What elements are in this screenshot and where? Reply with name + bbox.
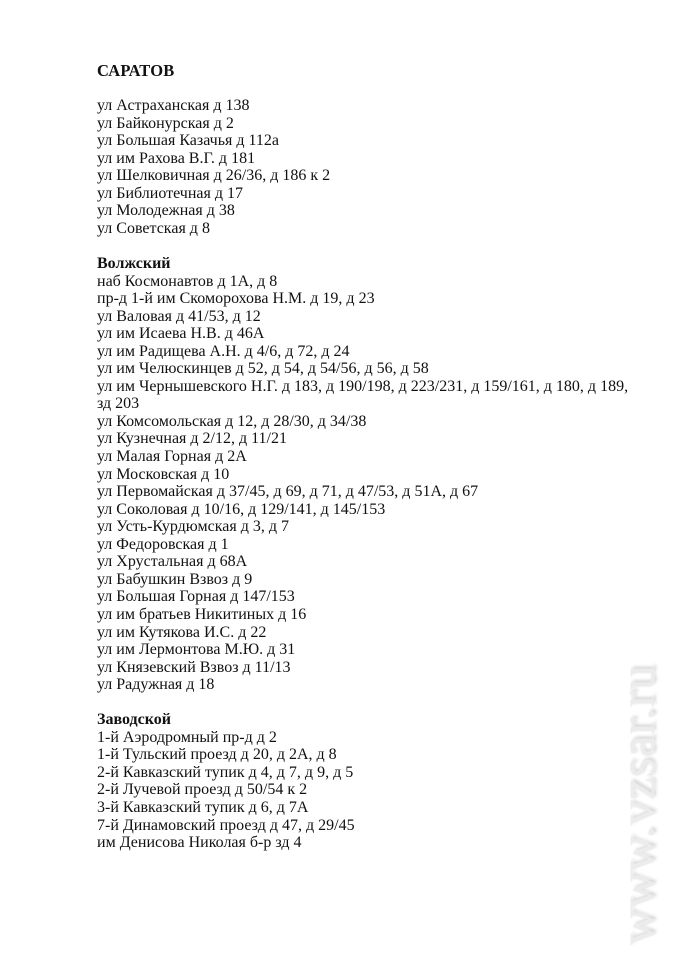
address-item: ул Большая Горная д 147/153 [97,588,295,606]
address-item: ул Хрустальная д 68А [97,553,248,571]
address-item: ул Астраханская д 138 [97,97,250,115]
address-item: ул им братьев Никитиных д 16 [97,605,307,623]
address-item: им Денисова Николая б-р зд 4 [97,834,302,852]
address-item: ул им Кутякова И.С. д 22 [97,623,267,641]
address-item: 2-й Лучевой проезд д 50/54 к 2 [97,781,308,799]
address-item: ул Шелковичная д 26/36, д 186 к 2 [97,167,331,185]
address-item: ул Большая Казачья д 112а [97,132,280,150]
section-saratov [97,97,637,237]
address-item: ул Комсомольская д 12, д 28/30, д 34/38 [97,412,367,430]
address-item: ул им Лермонтова М.Ю. д 31 [97,641,296,659]
address-item: ул Московская д 10 [97,465,230,483]
address-item: ул им Челюскинцев д 52, д 54, д 54/56, д 56, д 58 [97,360,429,378]
address-item: наб Космонавтов д 1А, д 8 [97,272,278,290]
address-item: ул Молодежная д 38 [97,202,235,220]
address-item: ул Федоровская д 1 [97,535,229,553]
address-item: ул Бабушкин Взвоз д 9 [97,570,253,588]
address-item: ул им Чернышевского Н.Г. д 183, д 190/198, д 223/231, д 159/161, д 180, д 189, зд 203 [97,377,629,413]
watermark-text: www.vzsar.ru [609,664,665,945]
district-title-zavodskoy: Заводской [97,711,171,729]
address-item: ул Кузнечная д 2/12, д 11/21 [97,430,287,448]
address-item: ул им Радищева А.Н. д 4/6, д 72, д 24 [97,342,350,360]
address-list-saratov [97,97,637,237]
section-volzhsky [97,255,637,694]
address-item: ул Радужная д 18 [97,676,215,694]
address-item: ул Библиотечная д 17 [97,184,244,202]
address-item: ул Первомайская д 37/45, д 69, д 71, д 47/53, д 51А, д 67 [97,483,479,501]
address-item: ул Князевский Взвоз д 11/13 [97,658,291,676]
address-item: 1-й Аэродромный пр-д д 2 [97,728,277,746]
address-item: ул Советская д 8 [97,219,210,237]
address-item: ул Усть-Курдюмская д 3, д 7 [97,518,290,536]
address-list-volzhsky [97,273,637,694]
section-zavodskoy [97,711,637,851]
address-item: пр-д 1-й им Скоморохова Н.М. д 19, д 23 [97,290,375,308]
address-item: ул Байконурская д 2 [97,114,234,132]
address-list-zavodskoy [97,729,637,852]
address-item: ул Валовая д 41/53, д 12 [97,307,261,325]
document-page [97,62,637,852]
district-title-volzhsky: Волжский [97,255,171,273]
city-title: САРАТОВ [97,61,175,80]
address-item: ул им Исаева Н.В. д 46А [97,325,265,343]
address-item: ул Соколовая д 10/16, д 129/141, д 145/153 [97,500,386,518]
address-item: 2-й Кавказский тупик д 4, д 7, д 9, д 5 [97,763,354,781]
address-item: 7-й Динамовский проезд д 47, д 29/45 [97,816,355,834]
address-item: ул Малая Горная д 2А [97,448,247,466]
section-spacer [97,237,637,255]
section-spacer [97,694,637,712]
address-item: ул им Рахова В.Г. д 181 [97,149,256,167]
address-item: 3-й Кавказский тупик д 6, д 7А [97,798,309,816]
address-item: 1-й Тульский проезд д 20, д 2А, д 8 [97,746,337,764]
